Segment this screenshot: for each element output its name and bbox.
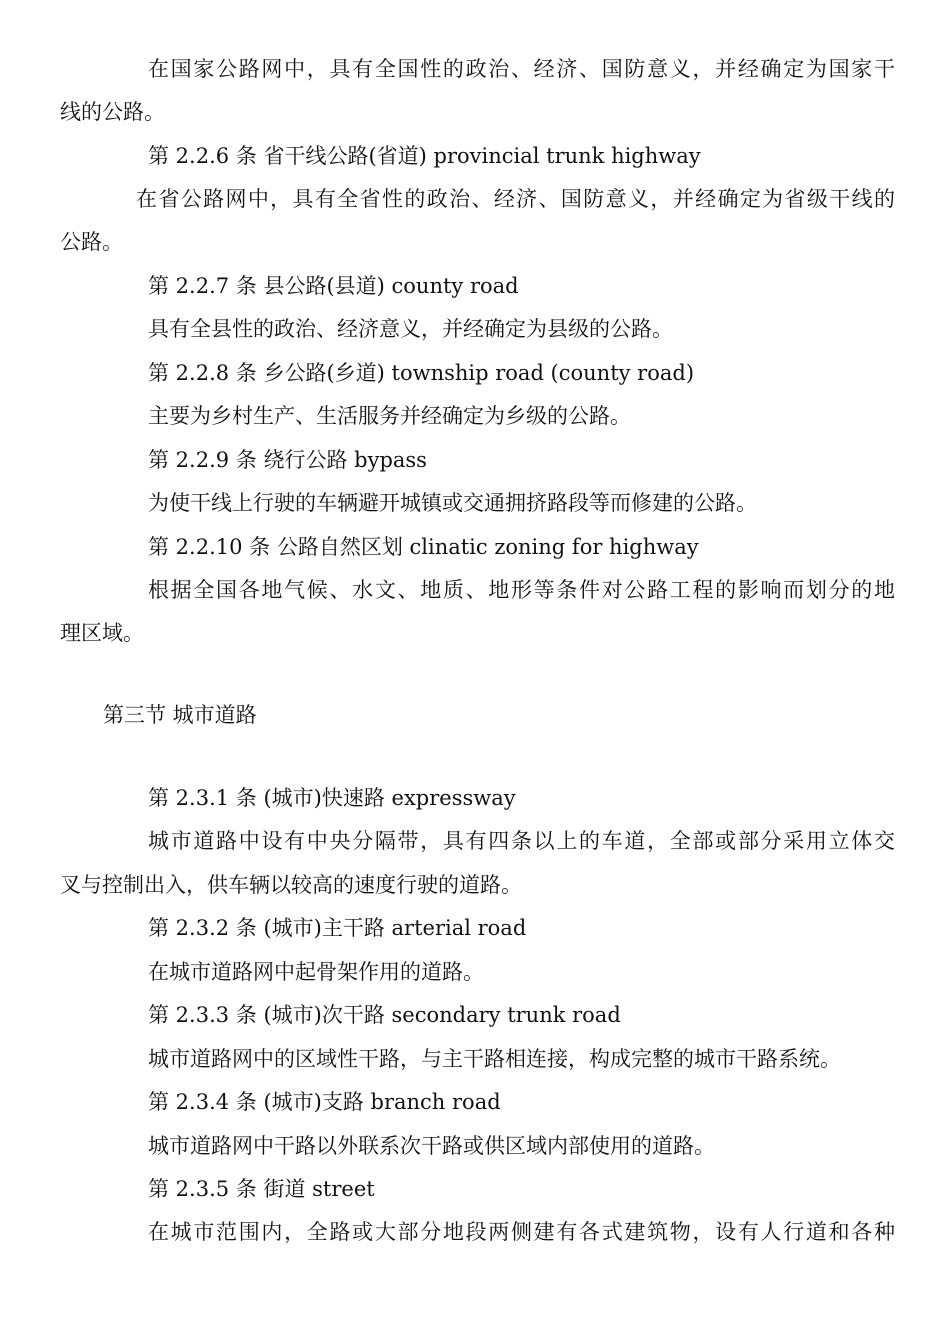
clause-heading: 第 2.2.7 条 县公路(县道) county road bbox=[148, 274, 519, 298]
clause-heading: 第 2.3.4 条 (城市)支路 branch road bbox=[148, 1090, 501, 1114]
paragraph-line: 主要为乡村生产、生活服务并经确定为乡级的公路。 bbox=[148, 404, 631, 428]
clause-heading: 第 2.2.8 条 乡公路(乡道) township road (county road) bbox=[148, 361, 695, 385]
section-heading: 第三节 城市道路 bbox=[103, 703, 257, 727]
clause-heading: 第 2.3.2 条 (城市)主干路 arterial road bbox=[148, 916, 527, 940]
clause-heading: 第 2.2.6 条 省干线公路(省道) provincial trunk highway bbox=[148, 144, 701, 168]
paragraph-line: 叉与控制出入，供车辆以较高的速度行驶的道路。 bbox=[60, 873, 522, 897]
paragraph-line: 城市道路网中干路以外联系次干路或供区域内部使用的道路。 bbox=[148, 1134, 715, 1158]
paragraph-line: 线的公路。 bbox=[60, 100, 165, 124]
paragraph-line: 根据全国各地气候、水文、地质、地形等条件对公路工程的影响而划分的地 bbox=[148, 578, 895, 602]
paragraph-line: 在城市道路网中起骨架作用的道路。 bbox=[148, 960, 484, 984]
clause-heading: 第 2.3.3 条 (城市)次干路 secondary trunk road bbox=[148, 1003, 621, 1027]
paragraph-line: 具有全县性的政治、经济意义，并经确定为县级的公路。 bbox=[148, 317, 673, 341]
clause-heading: 第 2.2.9 条 绕行公路 bypass bbox=[148, 448, 427, 472]
paragraph-line: 在省公路网中，具有全省性的政治、经济、国防意义，并经确定为省级干线的 bbox=[136, 187, 895, 211]
paragraph-line: 在城市范围内，全路或大部分地段两侧建有各式建筑物，设有人行道和各种 bbox=[148, 1220, 895, 1244]
paragraph-line: 公路。 bbox=[60, 230, 123, 254]
paragraph-line: 城市道路网中的区域性干路，与主干路相连接，构成完整的城市干路系统。 bbox=[148, 1047, 841, 1071]
clause-heading: 第 2.2.10 条 公路自然区划 clinatic zoning for highway bbox=[148, 535, 699, 559]
paragraph-line: 为使干线上行驶的车辆避开城镇或交通拥挤路段等而修建的公路。 bbox=[148, 491, 757, 515]
paragraph-line: 在国家公路网中，具有全国性的政治、经济、国防意义，并经确定为国家干 bbox=[148, 57, 895, 81]
clause-heading: 第 2.3.5 条 街道 street bbox=[148, 1177, 375, 1201]
paragraph-line: 理区域。 bbox=[60, 621, 144, 645]
clause-heading: 第 2.3.1 条 (城市)快速路 expressway bbox=[148, 786, 516, 810]
paragraph-line: 城市道路中设有中央分隔带，具有四条以上的车道，全部或部分采用立体交 bbox=[148, 829, 895, 853]
